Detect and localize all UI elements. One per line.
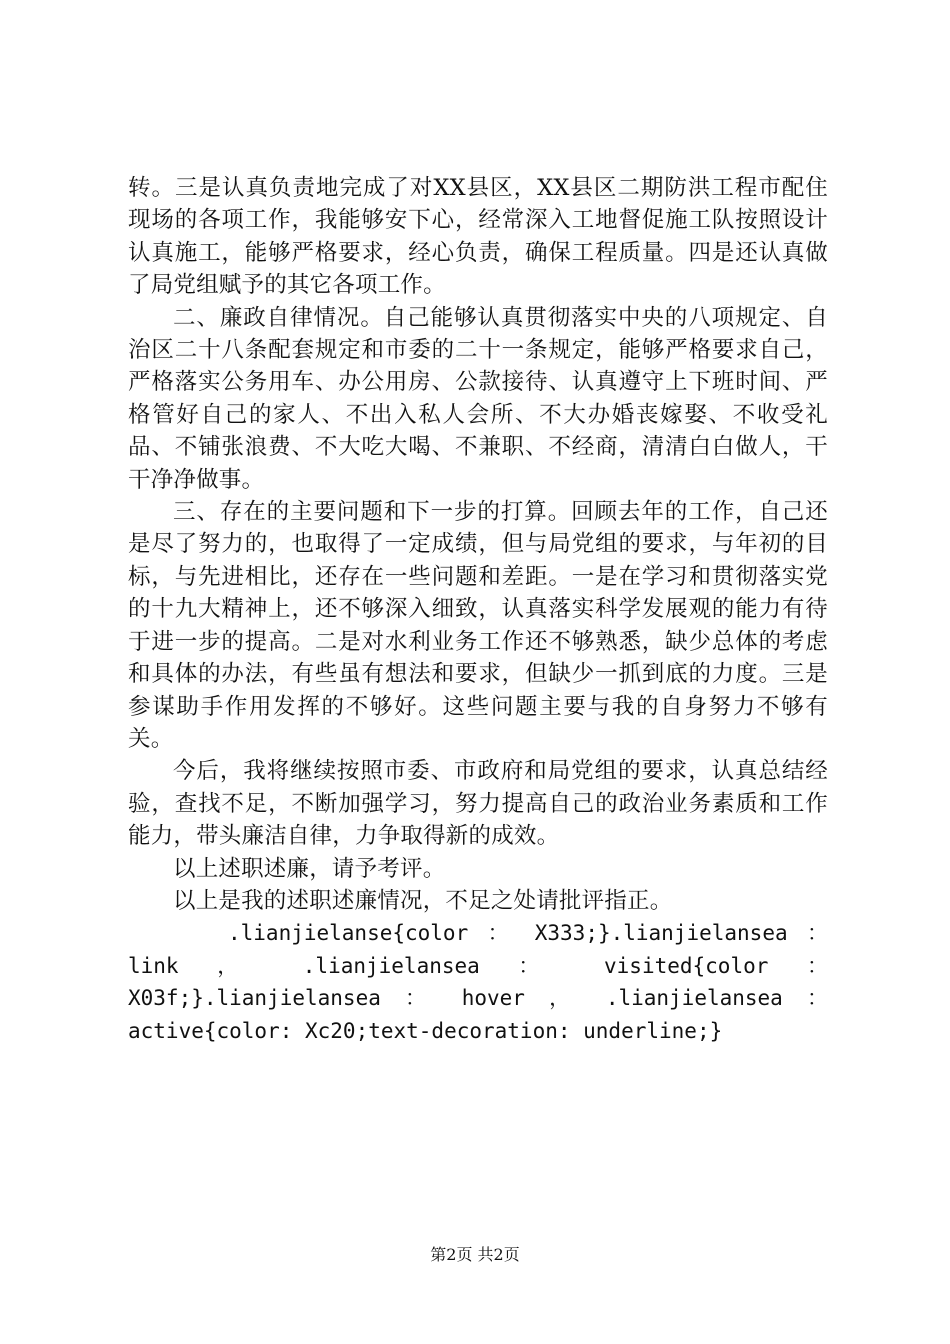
paragraph-problems-and-plans: 三、存在的主要问题和下一步的打算。回顾去年的工作，自己还是尽了努力的，也取得了一定成绩，但与局党组的要求，与年初的目标，与先进相比，还存在一些问题和差距。一是在学习和贯彻落实党的十九大精神上，还不够深入细致，认真落实科学发展观的能力有待于进一步的提高。二是对水利业务工作还不够熟悉，缺少总体的考虑和具体的办法，有些虽有想法和要求，但缺少一抓到底的力度。三是参谋助手作用发挥的不够好。这些问题主要与我的自身努力不够有关。 — [128, 499, 828, 752]
paragraph-request-review: 以上述职述廉，请予考评。 — [173, 855, 446, 882]
paragraph-continuation: 转。三是认真负责地完成了对XX县区，XX县区二期防洪工程市配住现场的各项工作，我能够安下心，经常深入工地督促施工队按照设计认真施工，能够严格要求，经心负责，确保工程质量。四是还认真做了局党组赋予的其它各项工作。 — [128, 175, 828, 299]
paragraph-integrity-self-discipline: 二、廉政自律情况。自己能够认真贯彻落实中央的八项规定、自治区二十八条配套规定和市委的二十一条规定，能够严格要求自己，严格落实公务用车、办公用房、公款接待、认真遵守上下班时间、严格管好自己的家人、不出入私人会所、不大办婚丧嫁娶、不收受礼品、不铺张浪费、不大吃大喝、不兼职、不经商，清清白白做人，干干净净做事。 — [128, 304, 828, 493]
page-footer: 第2页 共2页 — [430, 1245, 520, 1264]
paragraph-css-residue: .lianjielanse{color ： X333;}.lianjielansea ： link ， .lianjielansea ： visited{color ： X03f;}.lianjielansea ： hover ， .lianjielansea ： active{color: Xc20;text-decoration: underline;} — [128, 921, 828, 1043]
paragraph-closing: 以上是我的述职述廉情况，不足之处请批评指正。 — [173, 887, 673, 914]
document-body — [128, 172, 828, 1047]
paragraph-future-work: 今后，我将继续按照市委、市政府和局党组的要求，认真总结经验，查找不足，不断加强学习，努力提高自己的政治业务素质和工作能力，带头廉洁自律，力争取得新的成效。 — [128, 758, 828, 850]
